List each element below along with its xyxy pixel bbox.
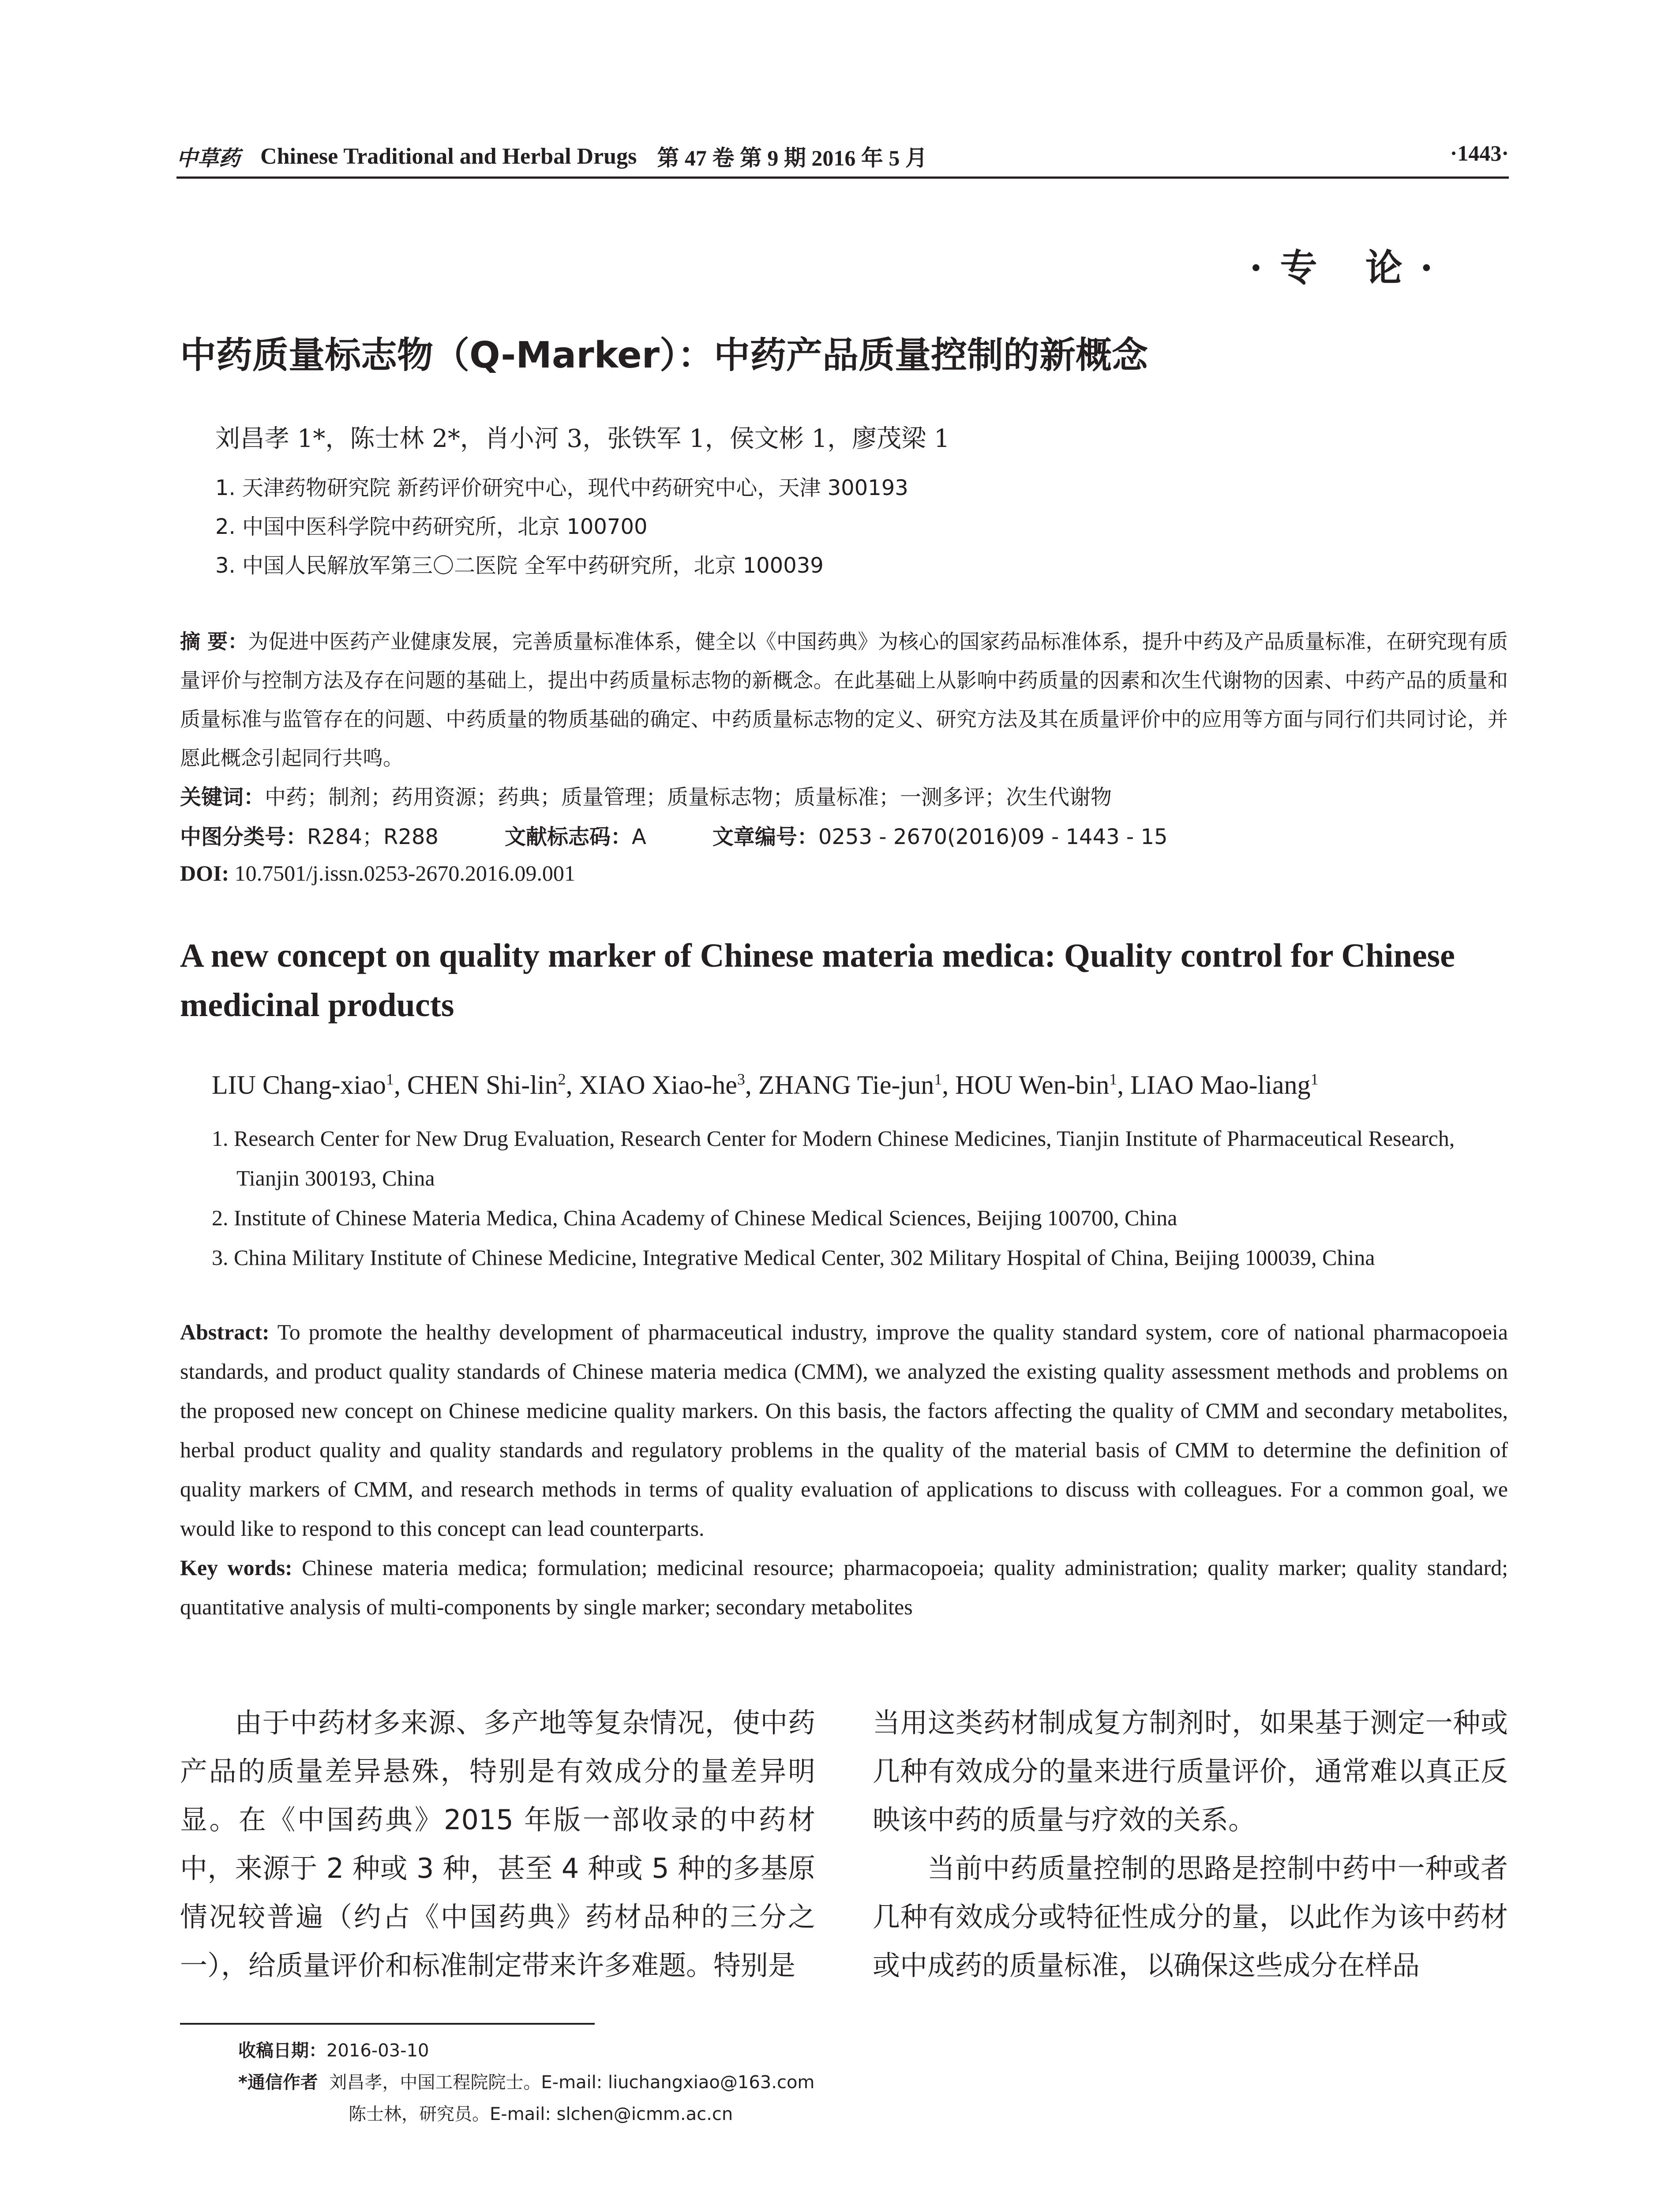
footnote-divider [180, 2023, 595, 2025]
section-tag: ·专 论· [1249, 246, 1451, 289]
english-keywords [180, 1548, 1508, 1627]
english-authors: LIU Chang-xiao$^1$, CHEN Shi-lin$^2$, XIAO Xiao-$he^3$, ZHANG Tie-jun$^1$, HOU Wen-bin$^1$, LIAO Mao-liang$^1$ [212, 1070, 1319, 1099]
english-keywords-text: Chinese materia medica; formulation; medicinal resource; pharmacopoeia; quality administration; quality marker; quality standard; quantitative analysis of multi-components by single marker; secondary metabolites [180, 1555, 1508, 1619]
journal-name: Chinese Traditional and Herbal Drugs [260, 143, 637, 169]
english-affiliation: 3. China Military Institute of Chinese Medicine, Integrative Medical Center, 302 Military Hospital of China, Beijing 100039, China [212, 1245, 1375, 1270]
footnotes [238, 2035, 814, 2130]
english-abstract-paragraph [180, 1313, 1508, 1548]
english-abstract [180, 1313, 1508, 1627]
journal-logo: 中草药 [176, 146, 240, 171]
english-abstract-text: To promote the healthy development of pharmaceutical industry, improve the quality standard system, core of national pharmacopoeia standards, and product quality standards of Chinese materia medica (CMM), we analyzed the existing quality assessment methods and problems on the proposed new concept on Chinese medicine quality markers. On this basis, the factors affecting the quality of CMM and secondary metabolites, herbal product quality and quality standards and regulatory problems in the quality of the material basis of CMM to determine the definition of quality markers of CMM, and research methods in terms of quality evaluation of applications to discuss with colleagues. For a common goal, we would like to respond to this concept can lead counterparts. [180, 1320, 1508, 1541]
author-affiliation-sup: 3 [737, 1070, 745, 1088]
header-divider [176, 176, 1509, 179]
author-affiliation-sup: 1 [934, 1070, 942, 1088]
issue-info: 第 47 卷 第 9 期 2016 年 5 月 [657, 146, 927, 170]
chinese-authors: 刘昌孝 1*，陈士林 2*，肖小河 3，张铁军 1，侯文彬 1，廖茂梁 1 [215, 424, 950, 453]
body-text [180, 1699, 1508, 1990]
english-keywords-label: Key words: [180, 1555, 292, 1580]
corresponding-label: *通信作者 [238, 2072, 318, 2093]
chinese-affiliation: 3. 中国人民解放军第三〇二医院 全军中药研究所，北京 100039 [215, 553, 824, 578]
body-paragraph: 当前中药质量控制的思路是控制中药中一种或者几种有效成分或特征性成分的量，以此作为该中药材或中成药的质量标准，以确保这些成分在样品 [873, 1852, 1508, 1981]
chinese-abstract-text: 为促进中医药产业健康发展，完善质量标准体系，健全以《中国药典》为核心的国家药品标准体系，提升中药及产品质量标准，在研究现有质量评价与控制方法及存在问题的基础上，提出中药质量标志物的新概念。在此基础上从影响中药质量的因素和次生代谢物的因素、中药产品的质量和质量标准与监管存在的问题、中药质量的物质基础的确定、中药质量标志物的定义、研究方法及其在质量评价中的应用等方面与同行们共同讨论，并愿此概念引起同行共鸣。 [180, 630, 1508, 770]
chinese-abstract [180, 622, 1508, 777]
page-number: ·1443· [1450, 141, 1509, 165]
classification-line [180, 820, 1168, 850]
doccode-value: A [631, 825, 646, 849]
english-abstract-label: Abstract: [180, 1320, 270, 1344]
author-affiliation-sup: 1 [386, 1070, 394, 1088]
received-label: 收稿日期： [238, 2041, 326, 2061]
clc-value: R284；R288 [307, 825, 439, 849]
doi-label: DOI: [180, 861, 229, 885]
chinese-keywords-label: 关键词： [180, 785, 265, 810]
doccode-label: 文献标志码： [504, 825, 632, 849]
english-affiliations [212, 1118, 1509, 1277]
author-name: CHEN Shi-lin [407, 1070, 558, 1099]
running-header [176, 140, 1509, 172]
chinese-affiliation: 1. 天津药物研究院 新药评价研究中心，现代中药研究中心，天津 300193 [215, 476, 908, 500]
doi-link[interactable]: 10.7501/j.issn.0253-2670.2016.09.001 [234, 861, 575, 885]
english-affiliation: 1. Research Center for New Drug Evaluation, Research Center for Modern Chinese Medicines, Tianjin Institute of Pharmaceutical Research, Tianjin 300193, China [212, 1126, 1455, 1190]
corresponding-author-2: 陈士林，研究员。E-mail: slchen@icmm.ac.cn [349, 2104, 733, 2124]
body-paragraph: 当用这类药材制成复方制剂时，如果基于测定一种或几种有效成分的量来进行质量评价，通常难以真正反映该中药的质量与疗效的关系。 [873, 1707, 1508, 1836]
english-title: A new concept on quality marker of Chinese materia medica: Quality control for Chinese medicinal products [180, 937, 1455, 1024]
author-affiliation-sup: 1 [1310, 1070, 1319, 1088]
body-column-left [180, 1699, 815, 1990]
author-name: LIAO Mao-liang [1130, 1070, 1311, 1099]
author-name: HOU Wen-bin [955, 1070, 1110, 1099]
author-affiliation-sup: 1 [1109, 1070, 1118, 1088]
english-affiliation: 2. Institute of Chinese Materia Medica, China Academy of Chinese Medical Sciences, Beijing 100700, China [212, 1205, 1178, 1230]
article-number-label: 文章编号： [712, 825, 818, 849]
clc-label: 中图分类号： [180, 825, 308, 849]
chinese-abstract-label: 摘 要： [180, 630, 248, 653]
chinese-title: 中药质量标志物（Q-Marker）：中药产品质量控制的新概念 [180, 334, 1148, 376]
chinese-affiliation: 2. 中国中医科学院中药研究所，北京 100700 [215, 514, 648, 539]
body-column-right [873, 1699, 1508, 1990]
author-name: XIAO Xiao-he [579, 1070, 737, 1099]
received-date [238, 2035, 814, 2067]
chinese-keywords-text: 中药；制剂；药用资源；药典；质量管理；质量标志物；质量标准；一测多评；次生代谢物 [265, 785, 1112, 810]
corresponding-author-1: 刘昌孝，中国工程院院士。E-mail: liuchangxiao@163.com [329, 2072, 815, 2093]
corresponding-author [238, 2067, 814, 2098]
author-affiliation-sup: 2 [558, 1070, 566, 1088]
author-name: LIU Chang-xiao [212, 1070, 386, 1099]
received-value: 2016-03-10 [326, 2041, 429, 2061]
doi-line [180, 860, 575, 886]
author-name: ZHANG Tie-jun [758, 1070, 934, 1099]
body-paragraph: 由于中药材多来源、多产地等复杂情况，使中药产品的质量差异悬殊，特别是有效成分的量差异明显。在《中国药典》2015 年版一部收录的中药材中，来源于 2 种或 3 种，甚至 4 种或 5 种的多基原情况较普遍（约占《中国药典》药材品种的三分之一），给质量评价和标准制定带来许多难题。特别是 [180, 1707, 815, 1981]
chinese-affiliations [215, 469, 908, 585]
article-number-value: 0253 - 2670(2016)09 - 1443 - 15 [818, 825, 1168, 849]
chinese-keywords [180, 780, 1112, 810]
